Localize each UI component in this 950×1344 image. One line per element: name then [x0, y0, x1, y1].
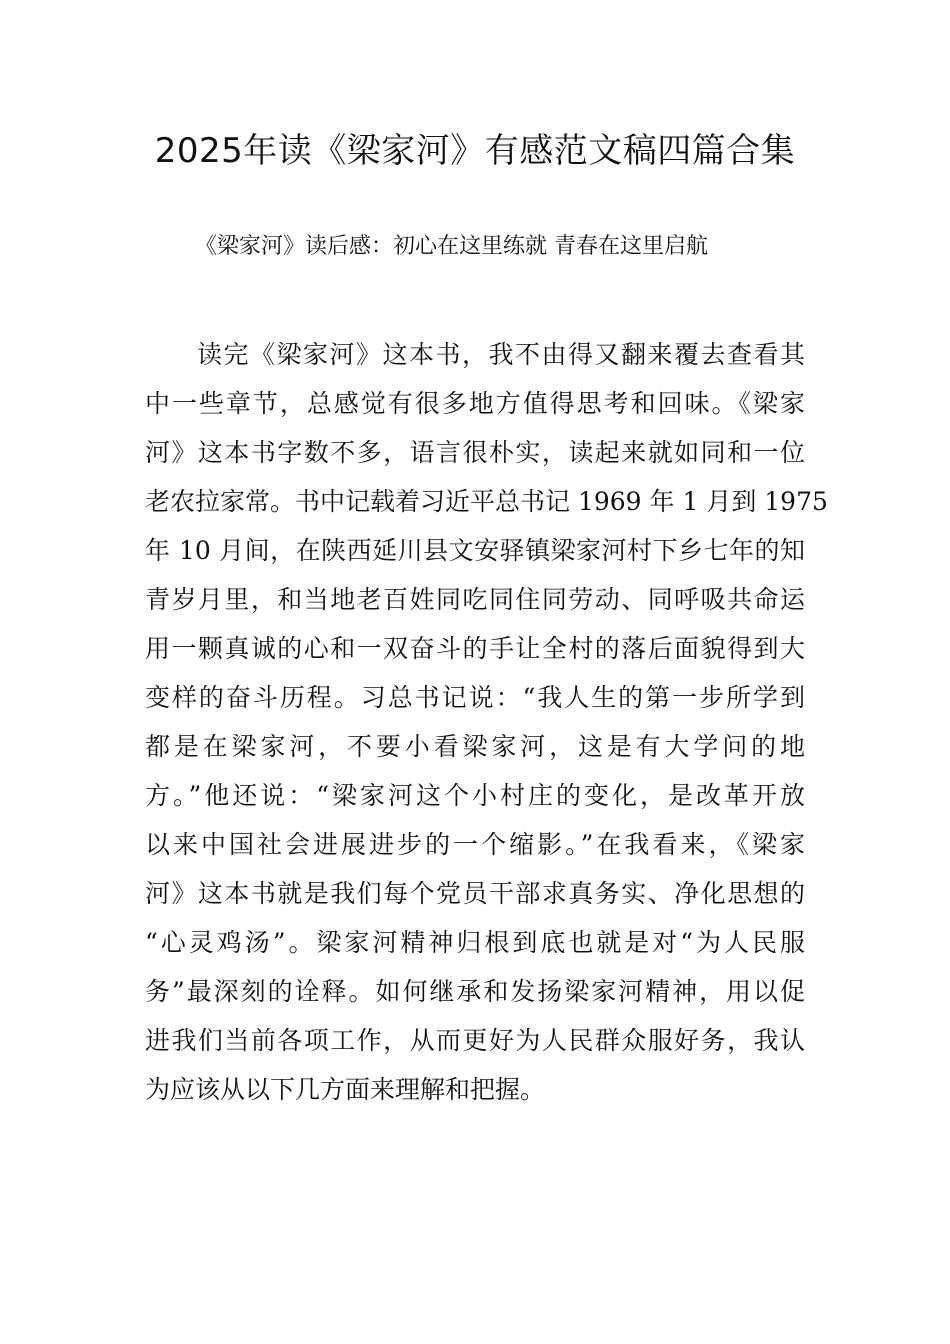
paragraph-line: 进我们当前各项工作，从而更好为人民群众服好务，我认 — [145, 1026, 805, 1055]
paragraph-line: 务”最深刻的诠释。如何继承和发扬梁家河精神，用以促 — [145, 977, 805, 1006]
paragraph-line: 年 10 月间，在陕西延川县文安驿镇梁家河村下乡七年的知 — [145, 536, 805, 565]
paragraph-line: 青岁月里，和当地老百姓同吃同住同劳动、同呼吸共命运 — [145, 585, 805, 614]
paragraph-line: 都是在梁家河，不要小看梁家河，这是有大学问的地 — [145, 732, 805, 761]
paragraph-line: 为应该从以下几方面来理解和把握。 — [145, 1075, 546, 1104]
paragraph-line: “心灵鸡汤”。梁家河精神归根到底也就是对“为人民服 — [145, 928, 805, 957]
document-title: 2025年读《梁家河》有感范文稿四篇合集 — [154, 131, 796, 171]
paragraph-line: 老农拉家常。书中记载着习近平总书记 1969 年 1 月到 1975 — [145, 487, 828, 516]
paragraph-line: 中一些章节，总感觉有很多地方值得思考和回味。《梁家 — [145, 389, 805, 418]
body-paragraph — [145, 330, 828, 1114]
paragraph-line: 以来中国社会进展进步的一个缩影。”在我看来，《梁家 — [145, 830, 805, 859]
paragraph-line: 读完《梁家河》这本书，我不由得又翻来覆去查看其 — [197, 340, 805, 369]
paragraph-line: 变样的奋斗历程。习总书记说：“我人生的第一步所学到 — [145, 683, 805, 712]
paragraph-line: 河》这本书字数不多，语言很朴实，读起来就如同和一位 — [145, 438, 805, 467]
paragraph-line: 河》这本书就是我们每个党员干部求真务实、净化思想的 — [145, 879, 805, 908]
document-subtitle: 《梁家河》读后感：初心在这里练就 青春在这里启航 — [195, 234, 708, 259]
paragraph-line: 用一颗真诚的心和一双奋斗的手让全村的落后面貌得到大 — [145, 634, 805, 663]
paragraph-line: 方。”他还说：“梁家河这个小村庄的变化，是改革开放 — [145, 781, 805, 810]
